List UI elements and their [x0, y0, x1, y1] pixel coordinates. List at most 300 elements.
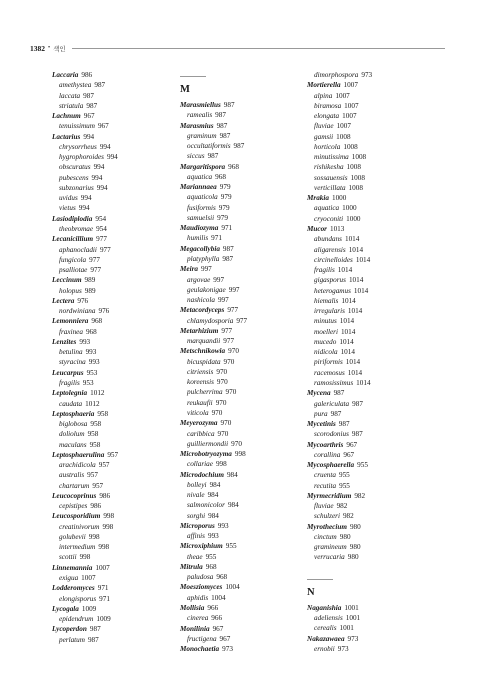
- species-entry: [307, 429, 427, 439]
- genus-entry: [52, 214, 172, 224]
- species-entry: [180, 429, 300, 439]
- page-ref: 968: [85, 327, 97, 336]
- genus-name: Leptolegnia: [52, 389, 88, 398]
- page-ref: 973: [347, 634, 359, 643]
- species-entry: [180, 203, 300, 213]
- genus-entry: [52, 132, 172, 142]
- species-name: racemosus: [314, 368, 345, 377]
- page-ref: 1007: [344, 101, 359, 110]
- genus-entry: [180, 541, 300, 551]
- species-name: caudata: [59, 399, 83, 408]
- species-name: arachidicola: [59, 461, 96, 470]
- page-ref: 977: [96, 235, 107, 244]
- species-name: pubescens: [59, 173, 89, 182]
- genus-entry: [180, 305, 300, 315]
- page-ref: 994: [96, 183, 108, 192]
- species-entry: [180, 593, 300, 603]
- page-ref: 994: [93, 163, 105, 172]
- page-ref: 1001: [345, 614, 361, 623]
- species-entry: [307, 121, 427, 131]
- species-entry: [52, 152, 172, 162]
- species-entry: [52, 429, 172, 439]
- page-header: [30, 42, 445, 54]
- genus-name: Lasiodiplodia: [52, 214, 93, 223]
- species-name: aquatica: [314, 204, 340, 213]
- species-name: styracina: [59, 358, 86, 367]
- species-entry: [307, 613, 427, 623]
- species-entry: [52, 399, 172, 409]
- species-entry: [180, 295, 300, 305]
- species-name: cryoconiti: [314, 214, 344, 223]
- page-ref: 980: [339, 532, 351, 541]
- species-entry: [307, 368, 427, 378]
- species-name: ernobii: [314, 644, 335, 653]
- genus-entry: [307, 419, 427, 429]
- species-name: moelleri: [314, 327, 338, 336]
- species-name: fragilis: [314, 266, 335, 275]
- page-ref: 987: [333, 389, 345, 398]
- species-entry: [180, 357, 300, 367]
- page-ref: 994: [99, 142, 111, 151]
- genus-entry: [52, 111, 172, 121]
- species-name: viticola: [187, 408, 209, 417]
- species-name: alpina: [314, 91, 333, 100]
- species-name: exigua: [59, 574, 79, 583]
- page-ref: 966: [207, 604, 219, 613]
- species-entry: [52, 306, 172, 316]
- index-column-3: [307, 70, 427, 654]
- header-title: 색인: [53, 45, 66, 53]
- species-name: fungicola: [59, 255, 87, 264]
- species-entry: [180, 387, 300, 397]
- genus-entry: [52, 316, 172, 326]
- species-name: caribbica: [187, 429, 215, 438]
- species-entry: [180, 490, 300, 500]
- species-entry: [180, 141, 300, 151]
- page-ref: 989: [84, 276, 96, 285]
- species-entry: [52, 532, 172, 542]
- page-ref: 977: [227, 306, 239, 315]
- genus-name: Metarhizium: [180, 326, 219, 335]
- species-name: pulcherrima: [187, 388, 223, 397]
- species-name: horticola: [314, 142, 341, 151]
- page-ref: 998: [98, 543, 110, 552]
- species-name: obscuratus: [59, 163, 91, 172]
- genus-entry: [180, 449, 300, 459]
- page-ref: 987: [89, 625, 101, 634]
- species-name: citriensis: [187, 367, 214, 376]
- genus-name: Lycogala: [52, 604, 79, 613]
- species-name: minutissima: [314, 153, 349, 162]
- species-name: epidendrum: [59, 615, 94, 624]
- page-ref: 977: [90, 266, 102, 275]
- species-name: rishikesha: [314, 163, 344, 172]
- page-ref: 994: [106, 153, 118, 162]
- genus-name: Mycetinis: [307, 420, 336, 429]
- species-name: theae: [187, 552, 203, 561]
- page-ref: 1000: [331, 194, 347, 203]
- species-name: piriformis: [314, 358, 343, 367]
- page-ref: 958: [97, 409, 109, 418]
- species-name: holopus: [59, 286, 82, 295]
- genus-name: Lenzites: [52, 337, 77, 346]
- species-entry: [180, 110, 300, 120]
- page-ref: 987: [207, 152, 219, 161]
- genus-entry: [307, 388, 427, 398]
- page-ref: 953: [82, 378, 94, 387]
- genus-name: Leucarpus: [52, 368, 84, 377]
- genus-entry: [180, 244, 300, 254]
- genus-name: Metschnikowia: [180, 347, 226, 356]
- species-name: cepistipes: [59, 502, 88, 511]
- species-entry: [307, 101, 427, 111]
- genus-entry: [180, 223, 300, 233]
- species-name: intermedium: [59, 543, 96, 552]
- page-ref: 971: [97, 584, 109, 593]
- species-entry: [180, 254, 300, 264]
- genus-name: Lemonniera: [52, 317, 89, 326]
- page-ref: 986: [99, 491, 111, 500]
- species-name: sorghi: [187, 511, 206, 520]
- species-entry: [52, 614, 172, 624]
- species-entry: [307, 234, 427, 244]
- species-entry: [52, 542, 172, 552]
- page-ref: 993: [79, 337, 91, 346]
- species-name: marquandii: [187, 337, 221, 346]
- species-name: uvidus: [59, 194, 78, 203]
- page-ref: 987: [351, 430, 363, 439]
- index-column-1: [52, 70, 172, 645]
- page-ref: 1000: [342, 204, 357, 213]
- species-entry: [52, 162, 172, 172]
- page-ref: 1014: [353, 286, 369, 295]
- genus-name: Microbotryozyma: [180, 450, 232, 459]
- genus-name: Myrmecridium: [307, 491, 352, 500]
- genus-entry: [180, 326, 300, 336]
- species-name: scottii: [59, 553, 77, 562]
- page-ref: 998: [234, 450, 246, 459]
- page-ref: 998: [103, 512, 115, 521]
- species-name: reukaufii: [187, 398, 213, 407]
- page-ref: 987: [338, 420, 350, 429]
- genus-entry: [307, 80, 427, 90]
- page-ref: 1008: [343, 142, 358, 151]
- species-entry: [180, 634, 300, 644]
- species-entry: [307, 470, 427, 480]
- page-ref: 955: [225, 542, 237, 551]
- species-name: gamsii: [314, 132, 334, 141]
- genus-entry: [52, 511, 172, 521]
- page-ref: 973: [222, 645, 233, 654]
- page-ref: 987: [94, 81, 106, 90]
- genus-name: Leucocoprinus: [52, 491, 97, 500]
- page-ref: 976: [77, 296, 89, 305]
- genus-name: Lecanicillium: [52, 235, 94, 244]
- genus-entry: [180, 418, 300, 428]
- species-entry: [52, 419, 172, 429]
- species-name: platyphylla: [187, 254, 220, 263]
- species-name: fraxinea: [59, 327, 83, 336]
- page-ref: 994: [78, 204, 90, 213]
- species-name: bicuspidata: [187, 357, 221, 366]
- genus-entry: [180, 182, 300, 192]
- genus-name: Nakazawaea: [307, 634, 345, 643]
- section-letter: N: [307, 586, 315, 598]
- page-ref: 977: [99, 245, 111, 254]
- genus-entry: [52, 275, 172, 285]
- species-entry: [52, 440, 172, 450]
- species-name: cinctum: [314, 532, 337, 541]
- page-ref: 997: [213, 275, 225, 284]
- species-entry: [52, 101, 172, 111]
- genus-entry: [307, 224, 427, 234]
- genus-entry: [52, 409, 172, 419]
- page-ref: 967: [83, 112, 95, 121]
- page-ref: 967: [212, 624, 224, 633]
- page-ref: 1014: [348, 245, 364, 254]
- species-name: fluviae: [314, 502, 334, 511]
- species-name: mucedo: [314, 337, 337, 346]
- page-ref: 984: [226, 470, 238, 479]
- page-ref: 1007: [336, 122, 351, 131]
- species-entry: [180, 398, 300, 408]
- page-ref: 987: [215, 111, 226, 120]
- genus-entry: [307, 491, 427, 501]
- species-entry: [307, 327, 427, 337]
- species-entry: [52, 573, 172, 583]
- genus-name: Leucosporidium: [52, 512, 101, 521]
- page-ref: 970: [215, 398, 227, 407]
- species-name: nordwiniana: [59, 307, 96, 316]
- genus-entry: [52, 491, 172, 501]
- page-ref: 989: [84, 286, 96, 295]
- species-name: ramealis: [187, 111, 213, 120]
- page-ref: 1014: [344, 235, 360, 244]
- species-name: guilliermondii: [187, 439, 229, 448]
- genus-entry: [307, 603, 427, 613]
- genus-name: Mucor: [307, 224, 327, 233]
- genus-name: Microporus: [180, 521, 215, 530]
- species-entry: [180, 367, 300, 377]
- page-ref: 970: [216, 367, 228, 376]
- species-entry: [180, 613, 300, 623]
- species-name: gramineum: [314, 543, 347, 552]
- species-name: heterogamus: [314, 286, 351, 295]
- page-ref: 980: [349, 543, 361, 552]
- species-entry: [307, 142, 427, 152]
- page-ref: 1009: [96, 615, 111, 624]
- page-ref: 968: [205, 562, 217, 571]
- page-ref: 980: [349, 522, 361, 531]
- page-ref: 971: [99, 594, 110, 603]
- species-name: hygrophoroides: [59, 153, 104, 162]
- page-ref: 994: [83, 132, 95, 141]
- species-entry: [52, 80, 172, 90]
- genus-name: Maudiozyma: [180, 224, 219, 233]
- species-entry: [307, 511, 427, 521]
- genus-name: Mrakia: [307, 194, 329, 203]
- genus-entry: [52, 563, 172, 573]
- species-name: bolleyi: [187, 480, 207, 489]
- species-entry: [52, 378, 172, 388]
- species-name: maculans: [59, 440, 87, 449]
- page-ref: 987: [352, 399, 363, 408]
- species-name: fusiformis: [187, 203, 216, 212]
- species-name: gigasporus: [314, 276, 346, 285]
- genus-entry: [307, 522, 427, 532]
- genus-entry: [180, 582, 300, 592]
- species-name: verticillata: [314, 183, 346, 192]
- genus-name: Lachnum: [52, 112, 81, 121]
- species-entry: [307, 450, 427, 460]
- species-name: siccus: [187, 152, 205, 161]
- header-separator: •: [48, 45, 51, 51]
- page-ref: 977: [89, 255, 100, 264]
- species-name: australis: [59, 471, 85, 480]
- species-name: sossauensis: [314, 173, 348, 182]
- genus-entry: [180, 624, 300, 634]
- genus-name: Margaritispora: [180, 162, 226, 171]
- page-ref: 994: [91, 173, 103, 182]
- species-name: galericulata: [314, 399, 350, 408]
- page-ref: 1014: [339, 337, 354, 346]
- page-ref: 979: [220, 193, 232, 202]
- page-ref: 1008: [346, 163, 361, 172]
- page-ref: 970: [220, 419, 232, 428]
- genus-name: Metacordyceps: [180, 306, 225, 315]
- section-letter: M: [180, 84, 190, 95]
- species-name: creatinivorum: [59, 522, 100, 531]
- species-entry: [180, 233, 300, 243]
- page-ref: 993: [85, 348, 97, 357]
- species-name: irregularis: [314, 307, 345, 316]
- species-entry: [52, 183, 172, 193]
- page-ref: 973: [337, 644, 349, 653]
- species-entry: [307, 337, 427, 347]
- species-name: aquaticola: [187, 193, 218, 202]
- genus-entry: [307, 193, 427, 203]
- page-ref: 957: [92, 481, 104, 490]
- species-name: subzonarius: [59, 183, 94, 192]
- genus-name: Microdochium: [180, 470, 224, 479]
- species-name: fructigena: [187, 634, 217, 643]
- page-ref: 993: [88, 358, 100, 367]
- genus-name: Lodderomyces: [52, 584, 95, 593]
- species-name: chrysorrheus: [59, 142, 97, 151]
- page-ref: 966: [211, 614, 223, 623]
- species-entry: [180, 213, 300, 223]
- species-entry: [52, 460, 172, 470]
- species-name: schulzeri: [314, 512, 340, 521]
- species-entry: [52, 501, 172, 511]
- species-name: chlamydosporia: [187, 316, 234, 325]
- species-entry: [52, 193, 172, 203]
- species-entry: [307, 296, 427, 306]
- genus-entry: [52, 388, 172, 398]
- page-ref: 1014: [340, 327, 356, 336]
- species-name: aphanocladii: [59, 245, 97, 254]
- genus-name: Marasmius: [180, 121, 214, 130]
- species-name: golubevii: [59, 532, 86, 541]
- page-ref: 958: [90, 420, 102, 429]
- page-ref: 987: [216, 121, 228, 130]
- species-name: minutus: [314, 317, 337, 326]
- page-ref: 997: [217, 296, 229, 305]
- species-name: koreensis: [187, 378, 214, 387]
- page-ref: 1007: [95, 563, 110, 572]
- genus-name: Mycena: [307, 389, 331, 398]
- genus-name: Meira: [180, 265, 198, 274]
- header-rule: [72, 48, 445, 49]
- page-ref: 973: [361, 71, 373, 79]
- genus-name: Leptosphaerulina: [52, 450, 105, 459]
- species-entry: [180, 377, 300, 387]
- species-name: theobromae: [59, 224, 94, 233]
- page-ref: 955: [339, 481, 350, 490]
- genus-name: Lycoperdon: [52, 625, 87, 634]
- genus-entry: [180, 470, 300, 480]
- page-ref: 957: [98, 461, 110, 470]
- species-name: paludosa: [187, 573, 214, 582]
- genus-entry: [52, 583, 172, 593]
- page-ref: 979: [219, 183, 231, 192]
- page-ref: 968: [91, 317, 103, 326]
- genus-entry: [52, 624, 172, 634]
- species-entry: [307, 623, 427, 633]
- page-ref: 1004: [225, 583, 240, 592]
- genus-name: Meyerozyma: [180, 419, 218, 428]
- page-ref: 1009: [81, 604, 97, 613]
- page-ref: 1014: [345, 358, 361, 367]
- species-name: occultatiformis: [187, 142, 231, 151]
- species-name: laccata: [59, 91, 81, 100]
- page-ref: 1013: [329, 224, 345, 233]
- page-ref: 1007: [335, 91, 350, 100]
- species-name: ramosissimus: [314, 378, 354, 387]
- species-entry: [307, 644, 427, 654]
- species-entry: [180, 511, 300, 521]
- page-ref: 1008: [336, 132, 351, 141]
- page-ref: 987: [83, 91, 94, 100]
- genus-name: Myrothecium: [307, 522, 347, 531]
- species-entry: [180, 552, 300, 562]
- species-name: corallina: [314, 450, 341, 459]
- genus-entry: [307, 460, 427, 470]
- species-name: chartarum: [59, 481, 90, 490]
- species-entry: [307, 347, 427, 357]
- genus-name: Mollisia: [180, 604, 205, 613]
- species-entry: [52, 173, 172, 183]
- page-ref: 982: [336, 502, 348, 511]
- species-name: scorodonius: [314, 430, 349, 439]
- species-name: dimorphospora: [314, 71, 359, 79]
- species-entry: [307, 542, 427, 552]
- page-ref: 970: [211, 408, 223, 417]
- species-name: salmonicolor: [187, 501, 225, 510]
- genus-entry: [52, 337, 172, 347]
- page-ref: 998: [215, 460, 227, 469]
- genus-entry: [180, 562, 300, 572]
- genus-name: Linnemannia: [52, 563, 93, 572]
- species-name: graminum: [187, 131, 217, 140]
- page-ref: 979: [218, 203, 230, 212]
- species-entry: [307, 183, 427, 193]
- page-ref: 977: [221, 326, 233, 335]
- species-entry: [180, 572, 300, 582]
- species-entry: [307, 286, 427, 296]
- genus-name: Marasmiellus: [180, 101, 221, 109]
- genus-name: Moesziomyces: [180, 583, 223, 592]
